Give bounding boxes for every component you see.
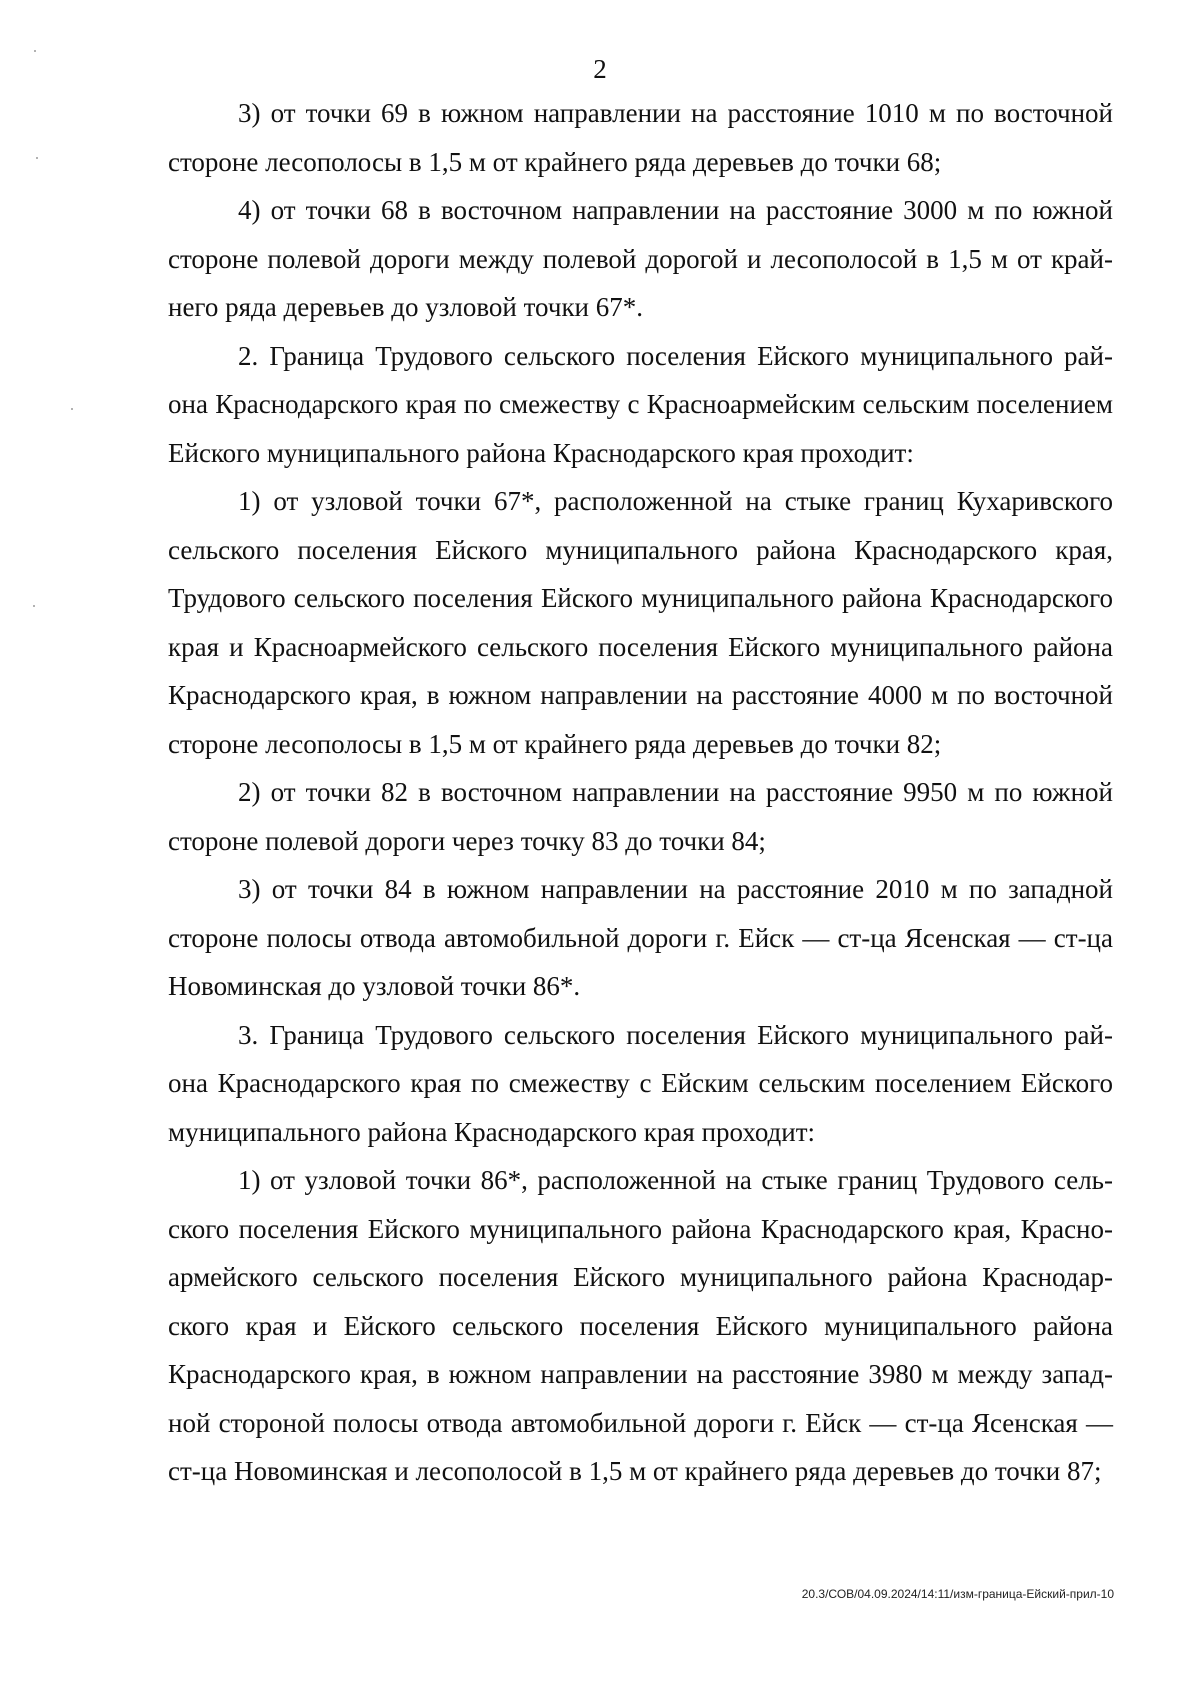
paragraph-2-1-point-67: 1) от узловой точки 67*, расположенной на стыке границ Кухаривского сельского поселения Ейского муниципального района Краснодарского края, Трудового сельского поселения Ейского муниципального района Краснодарского края и Красноармейского сельского поселения Ейского муниципального района Краснодарского края, в южном направлении на расстояние 4000 м по восточной стороне лесополосы в 1,5 м от крайнего ряда деревьев до точки 82; xyxy=(168,486,1113,759)
document-footer-code: 20.3/СОВ/04.09.2024/14:11/изм-граница-Ейский-прил-10 xyxy=(801,1587,1114,1601)
scan-speck xyxy=(33,605,35,607)
paragraph-1-3-point-69: 3) от точки 69 в южном направлении на расстояние 1010 м по восточной стороне лесополосы в 1,5 м от крайнего ряда деревьев до точки 68; xyxy=(168,98,1113,177)
paragraph-3-heading: 3. Граница Трудового сельского поселения Ейского муниципального района Краснодарского края по смежеству с Ейским сельским поселением Ейского муниципального района Краснодарского края проходит: xyxy=(168,1019,1113,1147)
paragraph-2-2-point-82: 2) от точки 82 в восточном направлении на расстояние 9950 м по южной стороне полевой дороги через точку 83 до точки 84; xyxy=(168,777,1113,856)
scan-speck xyxy=(36,157,38,159)
paragraph-3-1-point-86: 1) от узловой точки 86*, расположенной на стыке границ Трудового сельского поселения Ейского муниципального района Краснодарского края, Красноармейского сельского поселения Ейского муниципального района Краснодарского края и Ейского сельского поселения Ейского муниципального района Краснодарского края, в южном направлении на расстояние 3980 м между западной стороной полосы отвода автомобильной дороги г. Ейск — ст-ца Ясенская — ст-ца Новоминская и лесополосой в 1,5 м от крайнего ряда деревьев до точки 87; xyxy=(168,1165,1113,1486)
page-number: 2 xyxy=(593,54,607,84)
scan-speck xyxy=(71,408,73,410)
document-body xyxy=(168,89,1113,1496)
paragraph-2-heading: 2. Граница Трудового сельского поселения Ейского муниципального района Краснодарского края по смежеству с Красноармейским сельским поселением Ейского муниципального района Краснодарского края проходит: xyxy=(168,340,1113,468)
paragraph-1-4-point-68: 4) от точки 68 в восточном направлении на расстояние 3000 м по южной стороне полевой дороги между полевой дорогой и лесополосой в 1,5 м от крайнего ряда деревьев до узловой точки 67*. xyxy=(168,195,1113,322)
scan-speck xyxy=(34,50,36,52)
paragraph-2-3-point-84: 3) от точки 84 в южном направлении на расстояние 2010 м по западной стороне полосы отвода автомобильной дороги г. Ейск — ст-ца Ясенская — ст-ца Новоминская до узловой точки 86*. xyxy=(168,874,1113,1001)
